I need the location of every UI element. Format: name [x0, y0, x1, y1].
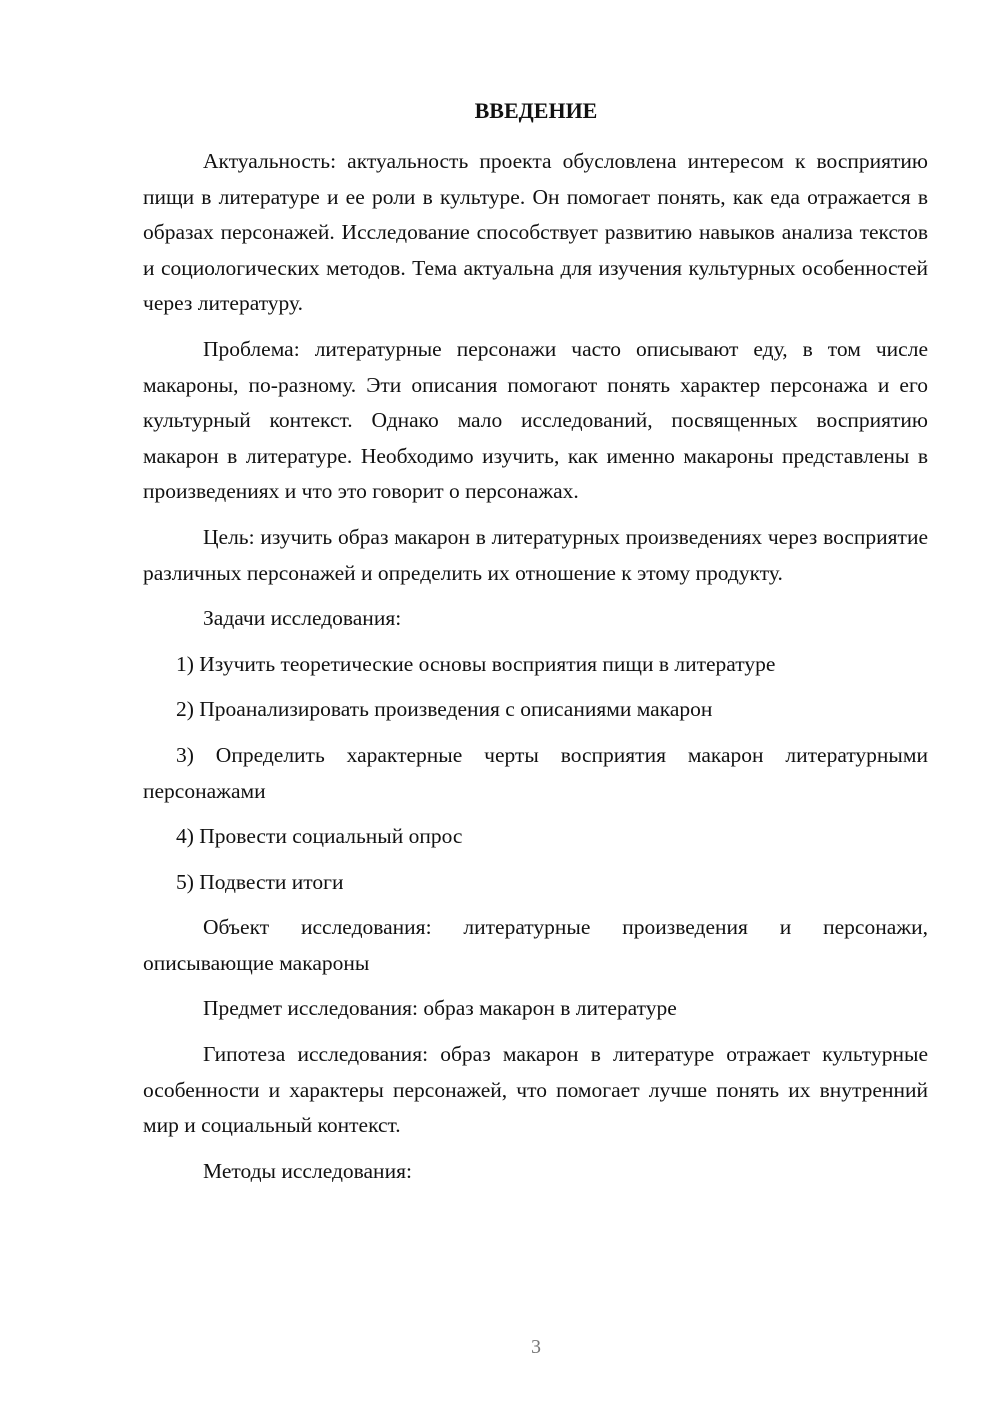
- paragraph-object: Объект исследования: литературные произведения и персонажи, описывающие макароны: [143, 915, 928, 975]
- task-item-2: 2) Проанализировать произведения с описаниями макарон: [176, 697, 713, 722]
- task-item-1: 1) Изучить теоретические основы восприятия пищи в литературе: [176, 651, 776, 676]
- paragraph-relevance: Актуальность: актуальность проекта обусловлена интересом к восприятию пищи в литературе и ее роли в культуре. Он помогает понять, как еда отражается в образах персонажей. Исследование способствует развитию навыков анализа текстов и социологических методов. Тема актуальна для изучения культурных особенностей через литературу.: [143, 149, 928, 316]
- section-heading: ВВЕДЕНИЕ: [474, 98, 598, 123]
- task-item-4: 4) Провести социальный опрос: [176, 824, 463, 849]
- paragraph-tasks-heading: Задачи исследования:: [203, 606, 402, 631]
- task-item-3: 3) Определить характерные черты восприятия макарон литературными персонажами: [143, 742, 928, 803]
- paragraph-hypothesis: Гипотеза исследования: образ макарон в литературе отражает культурные особенности и характеры персонажей, что помогает лучше понять их внутренний мир и социальный контекст.: [143, 1042, 928, 1138]
- page-number: 3: [531, 1336, 541, 1358]
- paragraph-subject: Предмет исследования: образ макарон в литературе: [203, 996, 677, 1021]
- document-body: [143, 144, 928, 1199]
- paragraph-goal: Цель: изучить образ макарон в литературных произведениях через восприятие различных персонажей и определить их отношение к этому продукту.: [143, 524, 928, 585]
- task-item-5: 5) Подвести итоги: [176, 869, 344, 894]
- paragraph-methods: Методы исследования:: [203, 1158, 412, 1183]
- paragraph-problem: Проблема: литературные персонажи часто описывают еду, в том числе макароны, по-разному. Эти описания помогают понять характер персонажа и его культурный контекст. Однако мало исследований, посвященных восприятию макарон в литературе. Необходимо изучить, как именно макароны представлены в произведениях и что это говорит о персонажах.: [143, 336, 928, 504]
